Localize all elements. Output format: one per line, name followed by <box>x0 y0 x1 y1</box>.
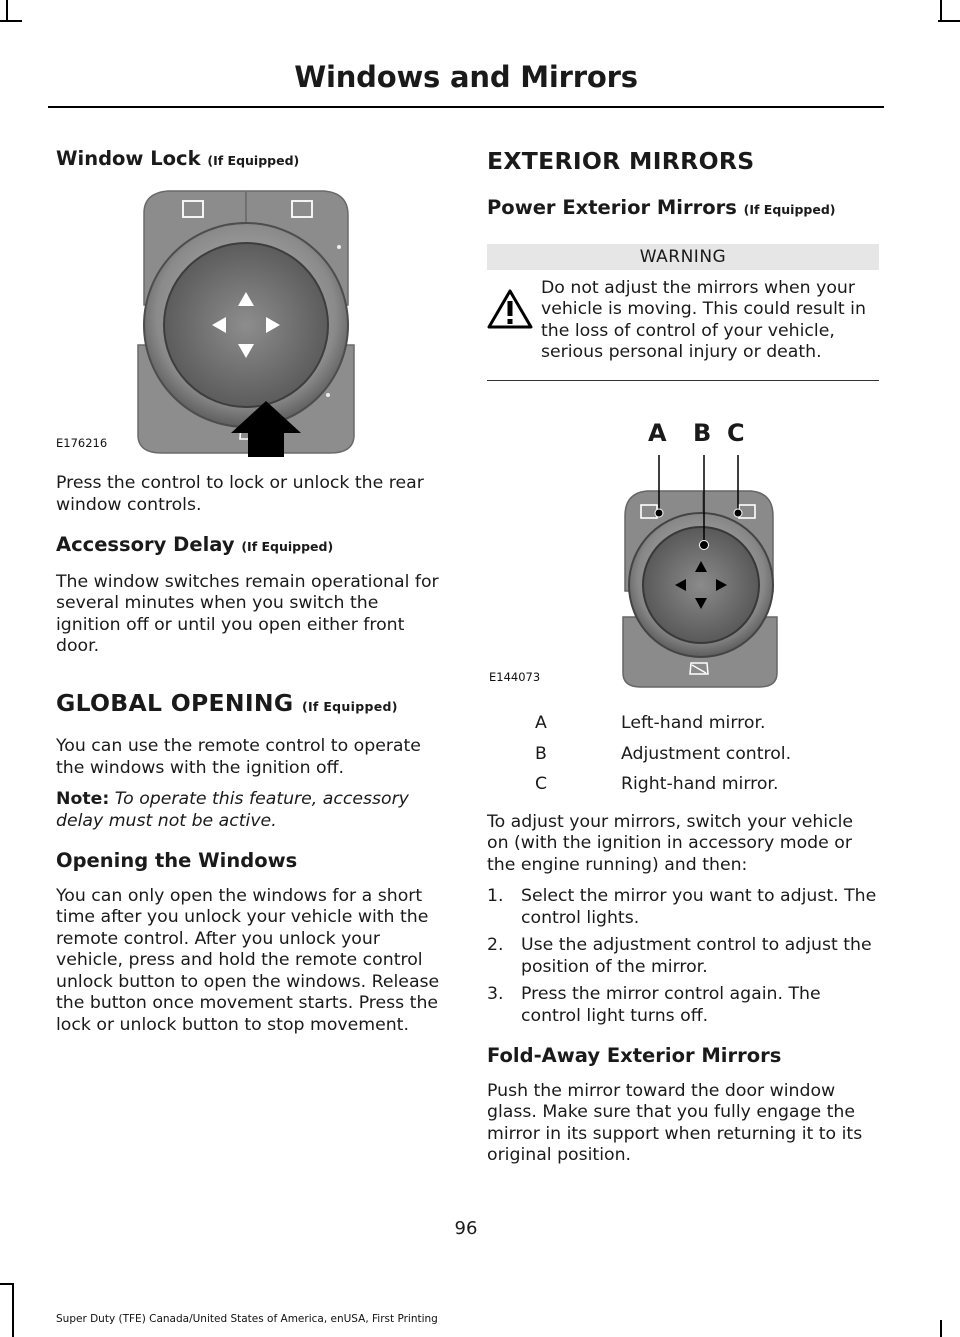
figure-id: E176216 <box>56 436 108 451</box>
list-item: 3. Press the mirror control again. The control light turns off. <box>487 984 821 1026</box>
crop-mark <box>0 1283 14 1285</box>
callout-b: B <box>693 419 712 448</box>
warning-text: Do not adjust the mirrors when your vehicle is moving. This could result in the loss of control of your vehicle, serious personal injury or death. <box>541 277 866 363</box>
window-lock-figure <box>56 185 448 457</box>
accessory-delay-heading: Accessory Delay (If Equipped) <box>56 533 334 557</box>
note <box>56 789 448 832</box>
footer-text: Super Duty (TFE) Canada/United States of America, enUSA, First Printing <box>56 1313 438 1325</box>
crop-mark <box>0 20 22 22</box>
crop-mark <box>938 20 960 22</box>
accessory-delay-text: The window switches remain operational for several minutes when you switch the ignition off or until you open either front door. <box>56 571 439 657</box>
legend-list <box>487 713 879 796</box>
mirror-control-figure <box>487 391 879 691</box>
window-lock-heading: Window Lock (If Equipped) <box>56 147 300 170</box>
warning-banner: WARNING <box>487 244 879 270</box>
opening-windows-heading: Opening the Windows <box>56 849 298 873</box>
crop-mark <box>6 0 8 22</box>
warning-box <box>487 278 879 364</box>
note-text: To operate this feature, accessory delay must not be active. <box>56 789 409 831</box>
callout-a: A <box>648 419 667 448</box>
legend-item: C Right-hand mirror. <box>535 774 779 795</box>
window-switch-illustration <box>56 185 448 457</box>
global-opening-heading: GLOBAL OPENING (If Equipped) <box>56 688 398 717</box>
exterior-mirrors-heading: EXTERIOR MIRRORS <box>487 147 755 175</box>
note-label: Note: <box>56 789 110 810</box>
mirror-switch-illustration <box>487 391 879 691</box>
figure-id: E144073 <box>489 670 541 685</box>
legend-item: B Adjustment control. <box>535 743 792 764</box>
page-title: Windows and Mirrors <box>294 60 638 94</box>
warning-rule <box>487 380 879 382</box>
page-number: 96 <box>454 1218 478 1239</box>
warning-triangle-icon <box>487 288 533 330</box>
right-column <box>487 146 879 1167</box>
crop-mark <box>12 1283 14 1337</box>
fold-away-heading: Fold-Away Exterior Mirrors <box>487 1044 782 1068</box>
power-mirrors-heading: Power Exterior Mirrors (If Equipped) <box>487 195 836 219</box>
list-item: 2. Use the adjustment control to adjust the position of the mirror. <box>487 935 872 977</box>
adjust-intro: To adjust your mirrors, switch your vehicle on (with the ignition in accessory mode or the engine running) and then: <box>487 811 854 875</box>
crop-mark <box>940 0 942 22</box>
global-opening-text: You can use the remote control to operate the windows with the ignition off. <box>56 736 421 778</box>
steps-list <box>487 886 879 1027</box>
legend-item: A Left-hand mirror. <box>535 713 766 734</box>
fold-away-text: Push the mirror toward the door window glass. Make sure that you fully engage the mirror in its support when returning it to its original position. <box>487 1080 863 1166</box>
list-item: 1. Select the mirror you want to adjust. The control lights. <box>487 886 877 928</box>
crop-mark <box>940 1320 942 1337</box>
header-rule <box>48 106 884 108</box>
callout-c: C <box>727 419 745 448</box>
window-lock-text: Press the control to lock or unlock the rear window controls. <box>56 473 424 515</box>
left-column <box>56 146 448 1036</box>
opening-windows-text: You can only open the windows for a short time after you unlock your vehicle with the remote control. After you unlock your vehicle, press and hold the remote control unlock button to open the windows. Release the button once movement starts. Press the lock or unlock button to stop movement. <box>56 885 440 1035</box>
